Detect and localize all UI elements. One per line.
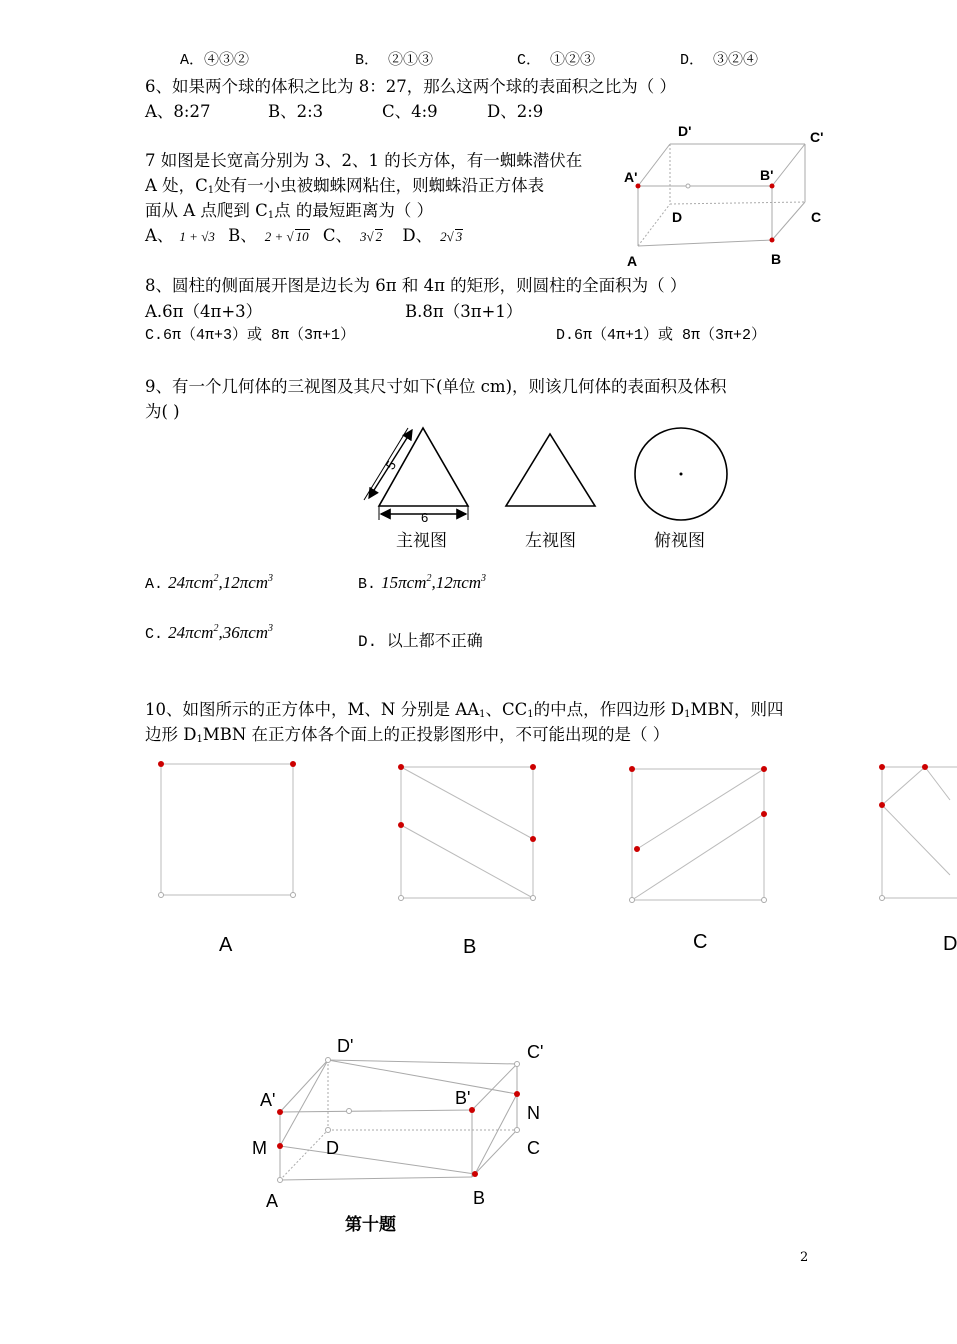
figure-caption: 第十题: [345, 1215, 396, 1234]
q5-option-c: C． ①②③: [517, 52, 596, 69]
q5-option-d: D． ③②④: [680, 52, 759, 69]
q6-option-b: B、2:3: [268, 102, 324, 121]
q10-line2: 边形 $D_1MBN$ 在正方体各个面上的正投影图形中，不可能出现的是（ ）: [145, 725, 670, 745]
label-b: B: [473, 1188, 486, 1208]
q7-option-d: D、 2√ 3: [402, 226, 463, 245]
label-left-view: 左视图: [525, 531, 576, 550]
label-n: N: [527, 1103, 540, 1123]
page-number: 2: [800, 1250, 809, 1265]
label-b-prime: B': [760, 167, 774, 183]
q7-option-b: B、 2 + √ 10: [228, 226, 309, 245]
q6-question: 6、如果两个球的体积之比为 8：27，那么这两个球的表面积之比为（ ）: [145, 77, 676, 96]
q10-option-label-d: D: [943, 933, 957, 955]
q6-option-c: C、4:9: [382, 102, 438, 121]
q10-cube-figure: [245, 1030, 565, 1240]
q10-option-figures: [150, 755, 950, 910]
q10-line1: 10、如图所示的正方体中，M、N 分别是 $AA_1$、$CC_1$的中点，作四边形 $D_1MBN$，则四: [145, 700, 784, 720]
point-b-prime: [770, 184, 775, 189]
q8-option-b: B.8π（3π+1）: [405, 302, 523, 321]
q8-option-a: A.6π（4π+3）: [145, 302, 263, 321]
point-n: [514, 1091, 520, 1097]
label-a-prime: A': [624, 169, 638, 185]
label-c-prime: C': [527, 1042, 544, 1062]
point-b: [770, 238, 775, 243]
q9-three-views: [350, 418, 750, 558]
q7-cuboid-figure: [620, 118, 835, 273]
label-b: B: [771, 251, 782, 267]
label-d-prime: D': [337, 1036, 354, 1056]
label-d: D: [326, 1138, 339, 1158]
label-c-prime: C': [810, 129, 824, 145]
q8-question: 8、圆柱的侧面展开图是边长为 6π 和 4π 的矩形，则圆柱的全面积为（ ）: [145, 276, 687, 295]
q9-option-c: C. 24πcm$^2$,36πcm$^3$: [145, 623, 274, 643]
q5-option-b: B． ②①③: [355, 52, 434, 69]
q7-line3: 面从 A 点爬到 $C_1$点 的最短距离为（ ）: [145, 201, 434, 221]
q10-option-label-b: B: [463, 936, 477, 958]
label-c: C: [811, 209, 822, 225]
label-a: A: [266, 1191, 279, 1211]
q7-line2: A 处，$C_1$处有一小虫被蜘蛛网粘住，则蜘蛛沿正方体表: [145, 176, 545, 196]
label-d: D: [672, 209, 683, 225]
q5-option-a: A．④③②: [180, 52, 250, 69]
label-m: M: [252, 1138, 267, 1158]
q10-option-label-a: A: [219, 934, 233, 956]
q10-option-label-c: C: [693, 931, 708, 953]
q6-option-d: D、2:9: [487, 102, 544, 121]
q9-option-a: A. 24πcm$^2$,12πcm$^3$: [145, 573, 274, 593]
label-a-prime: A': [260, 1090, 276, 1110]
q7-options: [145, 226, 463, 246]
q6-option-a: A、8:27: [145, 102, 211, 121]
label-a: A: [627, 253, 638, 269]
label-top-view: 俯视图: [654, 531, 705, 550]
dim-base: 6: [421, 510, 429, 525]
label-c: C: [527, 1138, 540, 1158]
left-view: [506, 434, 595, 506]
front-view: [364, 428, 468, 525]
q9-option-d: D. 以上都不正确: [358, 633, 483, 651]
label-b-prime: B': [455, 1088, 471, 1108]
label-front-view: 主视图: [396, 531, 447, 550]
point-b: [472, 1171, 478, 1177]
q9-option-b: B. 15πcm$^2$,12πcm$^3$: [358, 573, 487, 593]
q7-option-a: A、 1 + √3: [145, 226, 215, 245]
q7-line1: 7 如图是长宽高分别为 3、2、1 的长方体，有一蜘蛛潜伏在: [145, 151, 583, 170]
point-m: [277, 1143, 283, 1149]
q8-option-c: C.6π（4π+3）或 8π（3π+1）: [145, 327, 356, 344]
dim-slant: 5: [382, 458, 400, 473]
q9-line1: 9、有一个几何体的三视图及其尺寸如下(单位 cm)，则该几何体的表面积及体积: [145, 377, 727, 396]
q8-option-d: D.6π（4π+1）或 8π（3π+2）: [556, 327, 767, 344]
label-d-prime: D': [678, 123, 692, 139]
point-a-prime: [277, 1109, 283, 1115]
q7-option-c: C、 3√ 2: [322, 226, 383, 245]
q9-line2: 为( ): [145, 402, 180, 421]
